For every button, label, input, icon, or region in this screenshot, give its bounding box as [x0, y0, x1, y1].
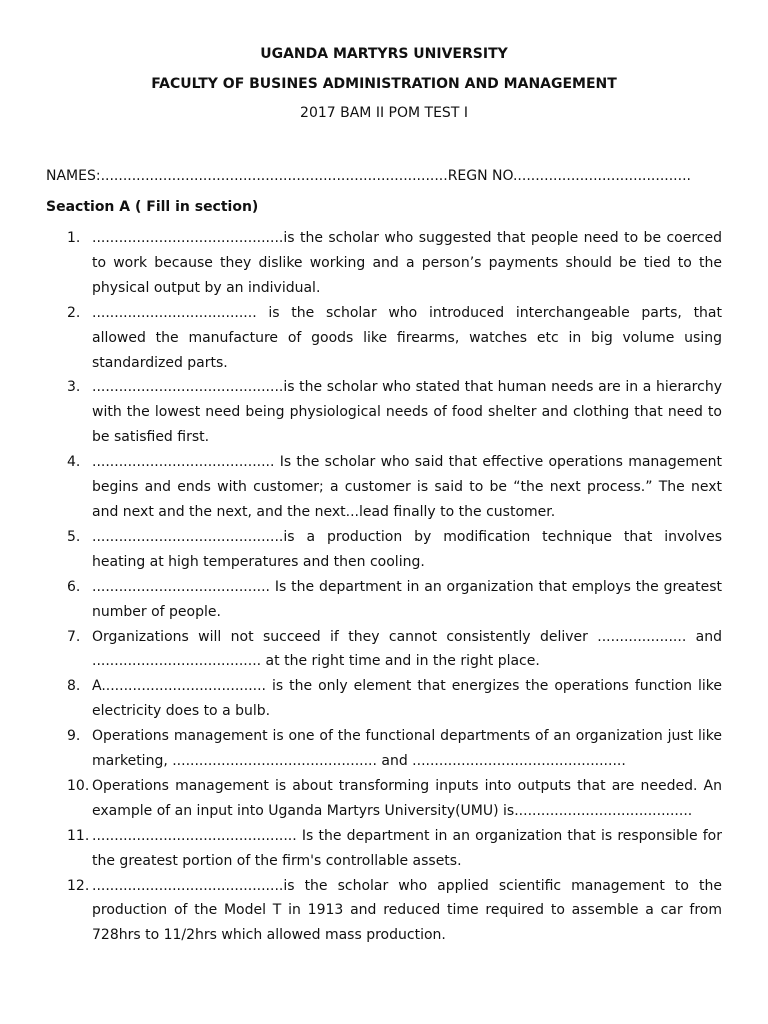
question-number: 1.	[67, 230, 81, 246]
question-text: ...........................................is the scholar who stated that human needs are in a hierarchy with the lowest need being physiological needs of food shelter and clothing that need to be satisfied first.	[92, 379, 722, 446]
question-number: 5.	[67, 528, 81, 545]
question-item	[46, 575, 722, 625]
question-number: 10.	[67, 777, 90, 794]
question-text: ...........................................is the scholar who suggested that people need to be coerced to work because they dislike working and a person’s payments should be tied to the physical output by an individual.	[92, 230, 722, 296]
question-item	[46, 450, 722, 525]
university-title: UGANDA MARTYRS UNIVERSITY	[260, 46, 508, 62]
question-item	[46, 226, 722, 301]
question-text: .............................................. Is the department in an organization that is responsible for the greatest portion of the firm's controllable assets.	[92, 827, 722, 869]
test-title: 2017 BAM II POM TEST I	[300, 105, 468, 121]
question-number: 2.	[67, 304, 81, 321]
question-item	[46, 774, 722, 824]
question-item	[46, 625, 722, 675]
question-text: Operations management is one of the functional departments of an organization just like marketing, .............................................. and ................................................	[92, 728, 722, 770]
question-text: ..................................... is the scholar who introduced interchangeable parts, that allowed the manufacture of goods like firearms, watches etc in big volume using standardized parts.	[92, 304, 722, 371]
question-item	[46, 824, 722, 874]
question-number: 3.	[67, 379, 81, 396]
question-text: ...........................................is a production by modification technique that involves heating at high temperatures and then cooling.	[92, 528, 722, 570]
question-text: ......................................... Is the scholar who said that effective operations management begins and ends with customer; a customer is said to be “the next process.” The next and next and the next, and the next...lead finally to the customer.	[92, 454, 722, 520]
question-number: 12.	[67, 877, 90, 894]
question-text: ...........................................is the scholar who applied scientific management to the production of the Model T in 1913 and reduced time required to assemble a car from 728hrs to 11/2hrs which allowed mass production.	[92, 877, 722, 944]
names-regn-line: NAMES:..............................................................................REGN NO........................................	[46, 168, 691, 184]
question-number: 7.	[67, 628, 81, 645]
question-item	[46, 525, 722, 575]
question-item	[46, 874, 722, 949]
faculty-title: FACULTY OF BUSINES ADMINISTRATION AND MANAGEMENT	[151, 76, 617, 92]
question-number: 6.	[67, 578, 81, 595]
question-item	[46, 724, 722, 774]
question-text: A..................................... is the only element that energizes the operations function like electricity does to a bulb.	[92, 678, 722, 720]
section-title: Seaction A ( Fill in section)	[46, 199, 259, 215]
question-list	[46, 226, 722, 948]
question-number: 11.	[67, 827, 90, 844]
question-number: 4.	[67, 454, 81, 471]
question-text: ........................................ Is the department in an organization that employs the greatest number of people.	[92, 578, 722, 620]
question-text: Operations management is about transforming inputs into outputs that are needed. An example of an input into Uganda Martyrs University(UMU) is........................................	[92, 777, 722, 819]
question-item	[46, 301, 722, 376]
question-text: Organizations will not succeed if they cannot consistently deliver .................... and ...................................... at the right time and in the right place.	[92, 628, 722, 670]
question-item	[46, 375, 722, 450]
question-number: 9.	[67, 728, 81, 745]
question-item	[46, 674, 722, 724]
question-number: 8.	[67, 678, 81, 695]
